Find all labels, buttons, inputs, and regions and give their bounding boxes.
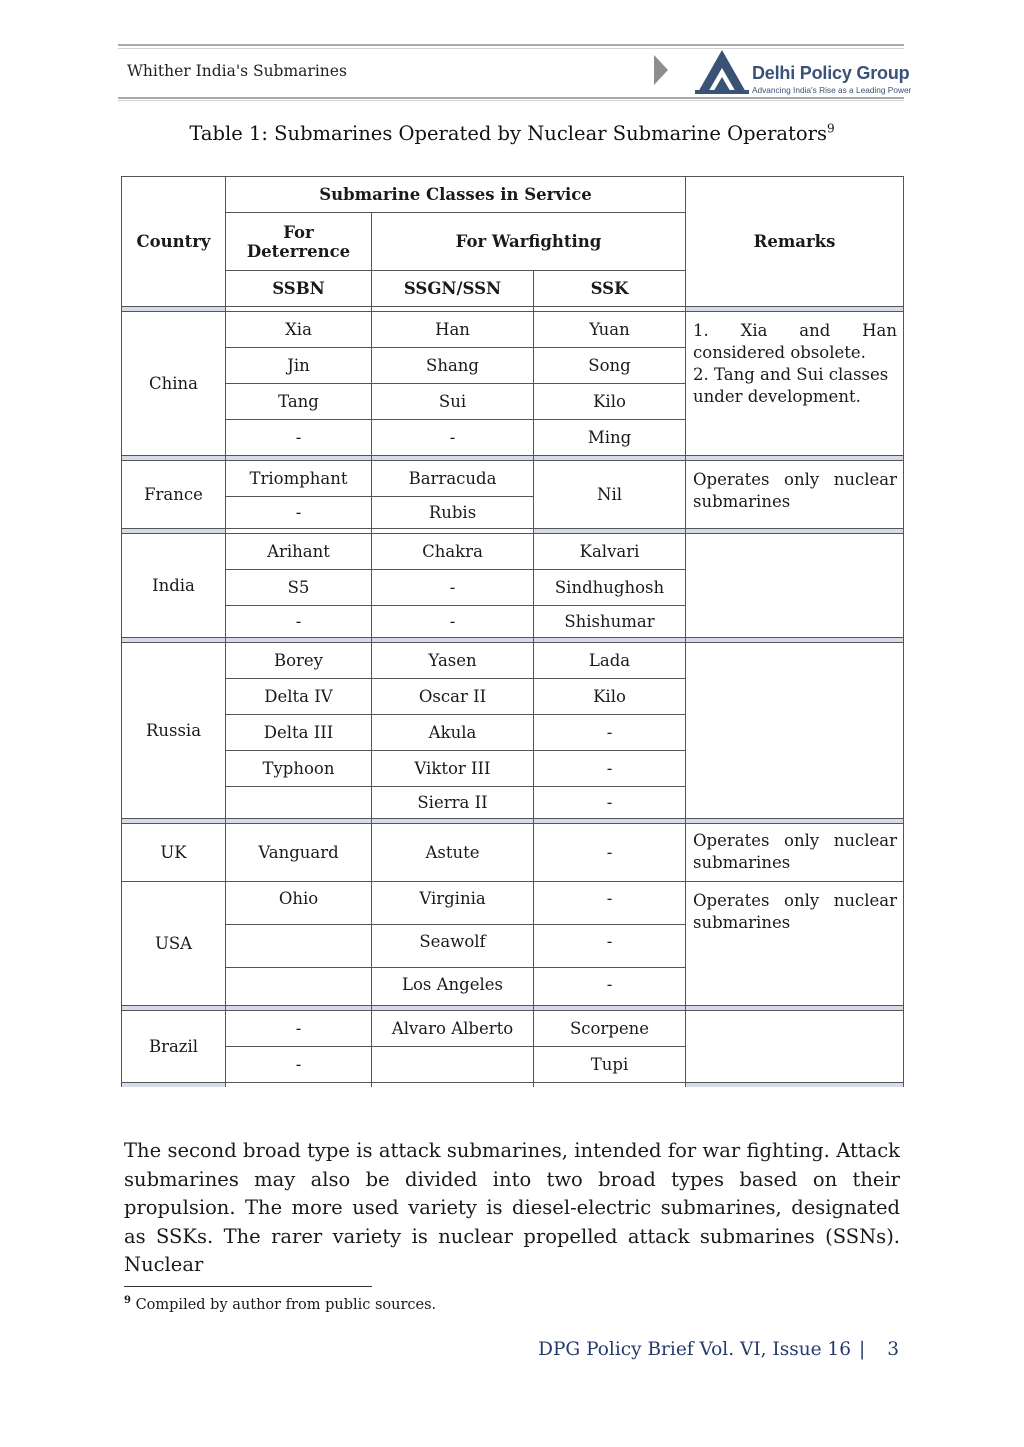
header-rule-top [118, 44, 904, 46]
header-deterrence: For Deterrence [226, 213, 372, 271]
table-cell [226, 925, 372, 968]
table-cell: Virginia [372, 882, 534, 925]
table-cell: Ming [534, 420, 686, 456]
country-cell: India [122, 534, 226, 638]
table-row [122, 461, 904, 497]
footnote [124, 1297, 436, 1313]
table-cell: - [372, 570, 534, 606]
table-cell: Rubis [372, 497, 534, 529]
footnote-number: 9 [124, 1295, 131, 1307]
running-title: Whither India's Submarines [127, 62, 347, 80]
table-cell: Yuan [534, 312, 686, 348]
table-row [122, 312, 904, 348]
country-cell: USA [122, 882, 226, 1006]
table-cell: Nil [534, 461, 686, 529]
table-cell: Vanguard [226, 824, 372, 882]
table-cell: Sui [372, 384, 534, 420]
submarines-table [121, 176, 904, 1087]
table-cell: Kalvari [534, 534, 686, 570]
table-row [122, 824, 904, 882]
header-ssgn-ssn: SSGN/SSN [372, 271, 534, 307]
header-ssk: SSK [534, 271, 686, 307]
header-rule-bottom [118, 97, 904, 99]
table-cell: - [226, 1011, 372, 1047]
country-cell: Brazil [122, 1011, 226, 1083]
table-cell: Delta IV [226, 679, 372, 715]
table-cell: - [372, 420, 534, 456]
table-cell: - [534, 715, 686, 751]
footnote-divider [124, 1286, 372, 1287]
table-row [122, 1011, 904, 1047]
table-cell: - [534, 925, 686, 968]
remarks-cell: Operates only nuclear submarines [686, 824, 904, 882]
table-cell: Tang [226, 384, 372, 420]
remarks-cell [686, 1011, 904, 1083]
table-cell: - [534, 751, 686, 787]
table-cell: Han [372, 312, 534, 348]
table-row [122, 534, 904, 570]
logo-tagline: Advancing India's Rise as a Leading Power [752, 85, 912, 95]
publication-title: DPG Policy Brief Vol. VI, Issue 16 [538, 1339, 851, 1360]
table-cell: Barracuda [372, 461, 534, 497]
table-cell: Kilo [534, 384, 686, 420]
table-cell: Typhoon [226, 751, 372, 787]
table-cell: Jin [226, 348, 372, 384]
table-cell: Arihant [226, 534, 372, 570]
table-cell: Shang [372, 348, 534, 384]
table-cell: Astute [372, 824, 534, 882]
arrow-icon [654, 55, 668, 85]
table-cell: Chakra [372, 534, 534, 570]
table-cell [226, 787, 372, 819]
table-caption: Table 1: Submarines Operated by Nuclear Submarine Operators$^9$ [189, 121, 835, 145]
header-rule-bottom-inner [118, 100, 904, 101]
table-cell: Lada [534, 643, 686, 679]
remarks-cell: Operates only nuclear submarines [686, 882, 904, 1006]
table-cell: Delta III [226, 715, 372, 751]
table-cell: Song [534, 348, 686, 384]
table-cell: Sierra II [372, 787, 534, 819]
table-cell: Viktor III [372, 751, 534, 787]
table-cell: Tupi [534, 1047, 686, 1083]
table-cell: - [372, 606, 534, 638]
header-country: Country [122, 177, 226, 307]
remarks-cell [686, 534, 904, 638]
footnote-text: Compiled by author from public sources. [135, 1297, 437, 1313]
footnote-ref: 9 [826, 121, 835, 136]
table-cell: Triomphant [226, 461, 372, 497]
footer-separator: | [858, 1339, 866, 1360]
table-cell: Scorpene [534, 1011, 686, 1047]
header-classes: Submarine Classes in Service [226, 177, 686, 213]
country-cell: Russia [122, 643, 226, 819]
table-cell: - [534, 882, 686, 925]
remarks-cell [686, 312, 904, 456]
table-cell: Sindhughosh [534, 570, 686, 606]
table-cell: Ohio [226, 882, 372, 925]
table-cell: Alvaro Alberto [372, 1011, 534, 1047]
country-cell: France [122, 461, 226, 529]
logo-name: Delhi Policy Group [752, 63, 910, 83]
table-cell [372, 1047, 534, 1083]
page-number: 3 [887, 1339, 899, 1360]
page-footer [538, 1339, 899, 1360]
header-remarks: Remarks [686, 177, 904, 307]
remark-line: 2. Tang and Sui classes under development. [693, 365, 889, 406]
table-cell: Shishumar [534, 606, 686, 638]
country-cell: China [122, 312, 226, 456]
table-cell: S5 [226, 570, 372, 606]
remarks-cell: Operates only nuclear submarines [686, 461, 904, 529]
header-ssbn: SSBN [226, 271, 372, 307]
table-cell: Borey [226, 643, 372, 679]
table-cell: - [534, 787, 686, 819]
table-cell: Yasen [372, 643, 534, 679]
table-cell: Kilo [534, 679, 686, 715]
table-row [122, 882, 904, 925]
table-cell [226, 968, 372, 1006]
table-cell: - [226, 420, 372, 456]
header-warfighting: For Warfighting [372, 213, 686, 271]
country-cell: UK [122, 824, 226, 882]
table-cell: Oscar II [372, 679, 534, 715]
remark-line: 1. Xia and Han considered obsolete. [693, 321, 898, 362]
table-cell: - [226, 1047, 372, 1083]
table-cell: Xia [226, 312, 372, 348]
table-cell: - [534, 968, 686, 1006]
table-cell: - [534, 824, 686, 882]
remarks-cell [686, 643, 904, 819]
table-cell: - [226, 497, 372, 529]
table-cell: Seawolf [372, 925, 534, 968]
table-cell: - [226, 606, 372, 638]
table-row [122, 643, 904, 679]
table-cell: Los Angeles [372, 968, 534, 1006]
table-cell: Akula [372, 715, 534, 751]
body-paragraph: The second broad type is attack submarines, intended for war fighting. Attack submarines may also be divided into two broad types based on their propulsion. The more used variety is diesel-electric submarines, designated as SSKs. The rarer variety is nuclear propelled attack submarines (SSNs). Nuclear [124, 1139, 900, 1276]
